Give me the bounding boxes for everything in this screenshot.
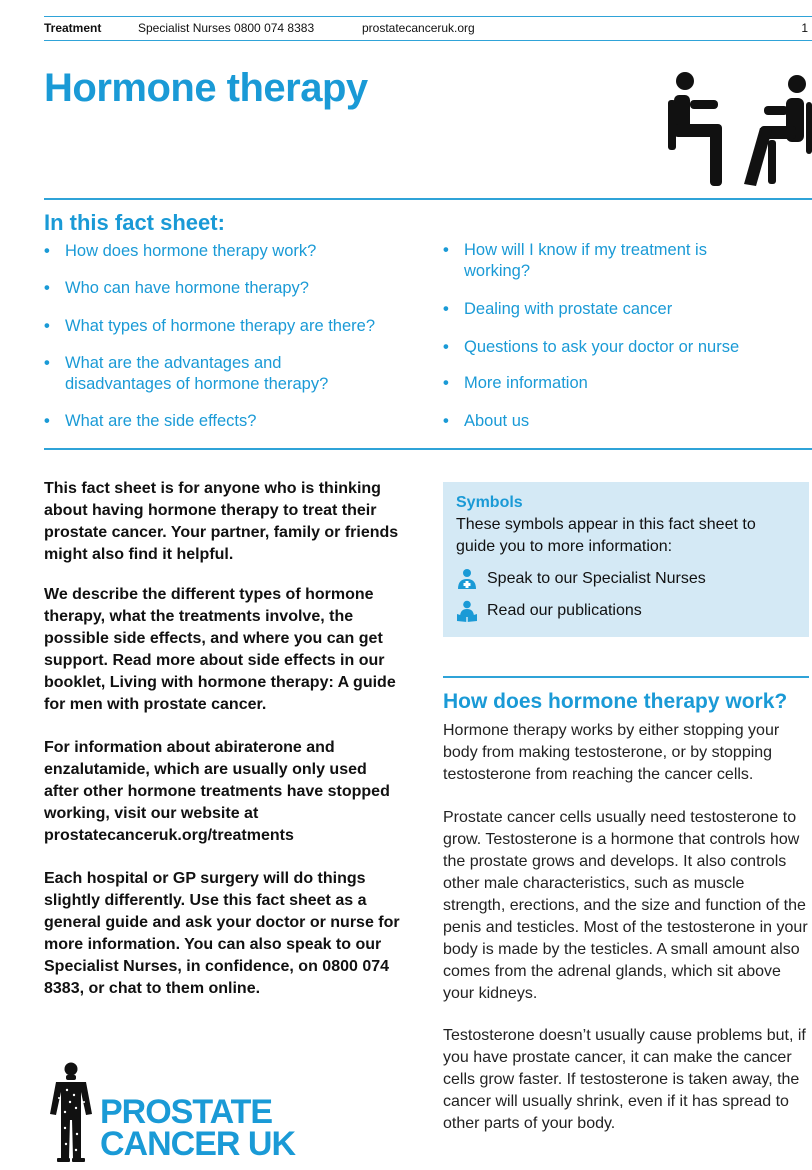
symbol-label-publications: Read our publications [487, 602, 642, 619]
page-number: 1 [801, 21, 808, 35]
toc-rule [44, 448, 812, 450]
toc-heading: In this fact sheet: [44, 210, 225, 235]
nurse-icon [456, 568, 478, 590]
symbols-box [443, 482, 809, 637]
prostate-cancer-uk-logo [44, 1062, 295, 1163]
header-rule [44, 40, 812, 41]
consultation-icon [668, 70, 812, 188]
section-rule [443, 676, 809, 678]
page-header [44, 18, 812, 38]
symbols-title: Symbols [456, 494, 523, 511]
intro-paragraph: This fact sheet is for anyone who is thinking about having hormone therapy to treat their prostate cancer. Your partner, family or friends might also find it helpful. [44, 480, 399, 563]
intro-paragraph: We describe the different types of hormone therapy, what the treatments involve, the possible side effects, and where you can get support. Read more about side effects in our booklet, Living with hormone therapy: A guide for men with prostate cancer. [44, 586, 396, 713]
title-rule [44, 198, 812, 200]
header-section: Treatment [44, 21, 102, 35]
publications-icon [456, 600, 478, 622]
header-website[interactable]: prostatecanceruk.org [362, 21, 475, 35]
section-heading: How does hormone therapy work? [443, 690, 788, 713]
logo-text-line2: CANCER UK [100, 1125, 295, 1163]
top-rule [44, 16, 812, 17]
header-nurses: Specialist Nurses 0800 074 8383 [138, 21, 315, 35]
symbols-description: These symbols appear in this fact sheet to guide you to more information: [456, 516, 756, 555]
symbol-label-nurses: Speak to our Specialist Nurses [487, 570, 706, 587]
intro-paragraph: Each hospital or GP surgery will do things slightly differently. Use this fact sheet as a general guide and ask your doctor or nurse for more information. You can also speak to our Specialist Nurses, in confidence, on 0800 074 8383, or chat to them online. [44, 870, 400, 997]
figure-mark-icon [44, 1062, 98, 1162]
section-paragraph: Prostate cancer cells usually need testosterone to grow. Testosterone is a hormone that controls how the prostate grows and develops. It also controls other male characteristics, such as muscle strength, erections, and the size and function of the penis and testicles. Most of the testosterone in your body is made by the testicles. A small amount also comes from the adrenal glands, which sit above your kidneys. [443, 809, 808, 1002]
page-title: Hormone therapy [44, 66, 368, 110]
logo-text-line1: PROSTATE [100, 1093, 273, 1131]
intro-paragraph: For information about abiraterone and enzalutamide, which are usually only used after other hormone treatments have stopped working, visit our website at prostatecanceruk.org/treatments [44, 739, 390, 844]
section-paragraph: Testosterone doesn’t usually cause problems but, if you have prostate cancer, it can make the cancer cells grow faster. If testosterone is taken away, the cancer will usually shrink, even if it has spread to other parts of your body. [443, 1027, 806, 1132]
section-paragraph: Hormone therapy works by either stopping your body from making testosterone, or by stopping testosterone from reaching the cancer cells. [443, 722, 780, 783]
